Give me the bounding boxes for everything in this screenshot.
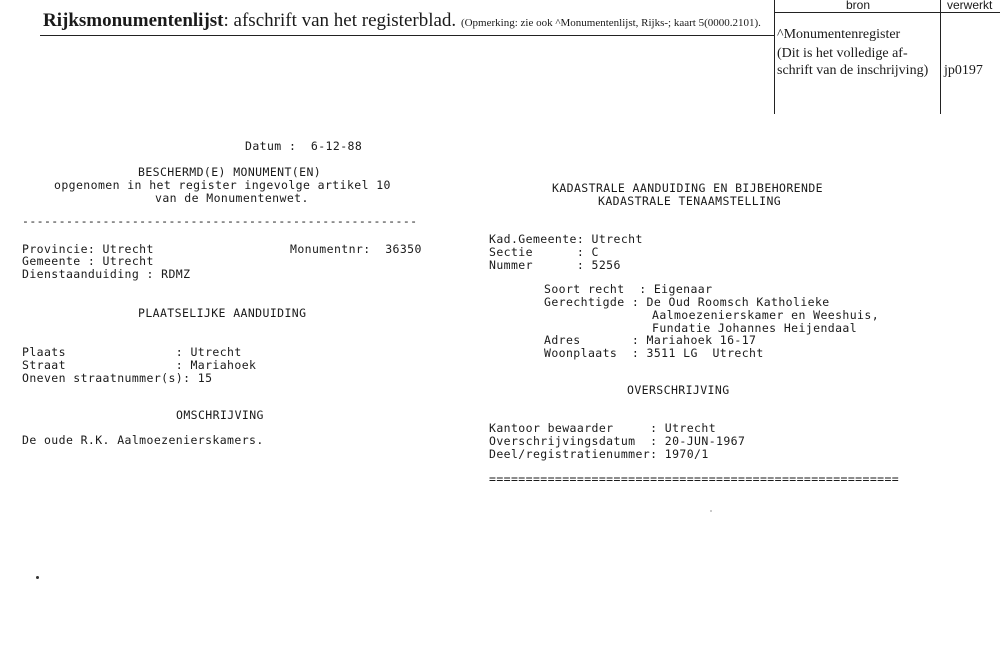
title-bold: Rijksmonumentenlijst xyxy=(43,10,224,31)
omschrijving-text: De oude R.K. Aalmoezenierskamers. xyxy=(22,433,264,447)
deel-registratienummer: Deel/registratienummer: 1970/1 xyxy=(489,447,709,461)
nummer: Nummer : 5256 xyxy=(489,258,621,272)
omschrijving-heading: OMSCHRIJVING xyxy=(176,408,264,422)
oneven-straatnummers: Oneven straatnummer(s): 15 xyxy=(22,371,213,385)
kad-gemeente: Kad.Gemeente: Utrecht xyxy=(489,232,643,246)
table-header-rule xyxy=(774,12,1000,13)
overschrijvingsdatum: Overschrijvingsdatum : 20-JUN-1967 xyxy=(489,434,746,448)
source-table xyxy=(774,0,1000,114)
end-rule: ======================================================== xyxy=(489,472,900,486)
heading-opgenomen: opgenomen in het register ingevolge artikel 10 xyxy=(54,178,391,192)
provincie: Provincie: Utrecht xyxy=(22,242,154,256)
overschrijving-heading: OVERSCHRIJVING xyxy=(627,383,730,397)
title-rest: : afschrift van het registerblad. xyxy=(223,10,457,31)
scan-speck-faint xyxy=(710,510,712,512)
straat: Straat : Mariahoek xyxy=(22,358,257,372)
document-title xyxy=(43,10,761,32)
heading-monumentenwet: van de Monumentenwet. xyxy=(155,191,309,205)
kadaster-heading-1: KADASTRALE AANDUIDING EN BIJBEHORENDE xyxy=(552,181,823,195)
table-left-border xyxy=(774,0,775,114)
plaats: Plaats : Utrecht xyxy=(22,345,242,359)
verwerkt-value: jp0197 xyxy=(944,63,983,78)
dienstaanduiding: Dienstaanduiding : RDMZ xyxy=(22,267,191,281)
kantoor-bewaarder: Kantoor bewaarder : Utrecht xyxy=(489,421,717,435)
table-divider xyxy=(940,0,941,114)
plaatselijke-aanduiding-heading: PLAATSELIJKE AANDUIDING xyxy=(138,306,307,320)
gemeente: Gemeente : Utrecht xyxy=(22,254,154,268)
gerechtigde-line-2: Aalmoezenierskamer en Weeshuis, xyxy=(652,308,880,322)
gerechtigde-line-3: Fundatie Johannes Heijendaal xyxy=(652,321,858,335)
scan-speck xyxy=(36,576,39,579)
sectie: Sectie : C xyxy=(489,245,599,259)
col-verwerkt-header: verwerkt xyxy=(947,0,993,12)
bron-line-3: schrift van de inschrijving) xyxy=(777,63,929,78)
monumentnummer: Monumentnr: 36350 xyxy=(290,242,422,256)
adres: Adres : Mariahoek 16-17 xyxy=(544,333,757,347)
datum: Datum : 6-12-88 xyxy=(245,139,363,153)
heading-beschermd: BESCHERMD(E) MONUMENT(EN) xyxy=(138,165,322,179)
title-note: (Opmerking: zie ook ^Monumentenlijst, Rijks-; kaart 5(0000.2101). xyxy=(460,17,761,29)
col-bron-header: bron xyxy=(846,0,871,12)
header-rule xyxy=(40,35,775,36)
bron-line-1: ^Monumentenregister xyxy=(777,27,901,42)
gerechtigde: Gerechtigde : De Oud Roomsch Katholieke xyxy=(544,295,830,309)
bron-line-2: (Dit is het volledige af- xyxy=(777,46,908,61)
soort-recht: Soort recht : Eigenaar xyxy=(544,282,713,296)
woonplaats: Woonplaats : 3511 LG Utrecht xyxy=(544,346,764,360)
separator-line: ------------------------------------------------------ xyxy=(22,214,418,228)
kadaster-heading-2: KADASTRALE TENAAMSTELLING xyxy=(598,194,782,208)
